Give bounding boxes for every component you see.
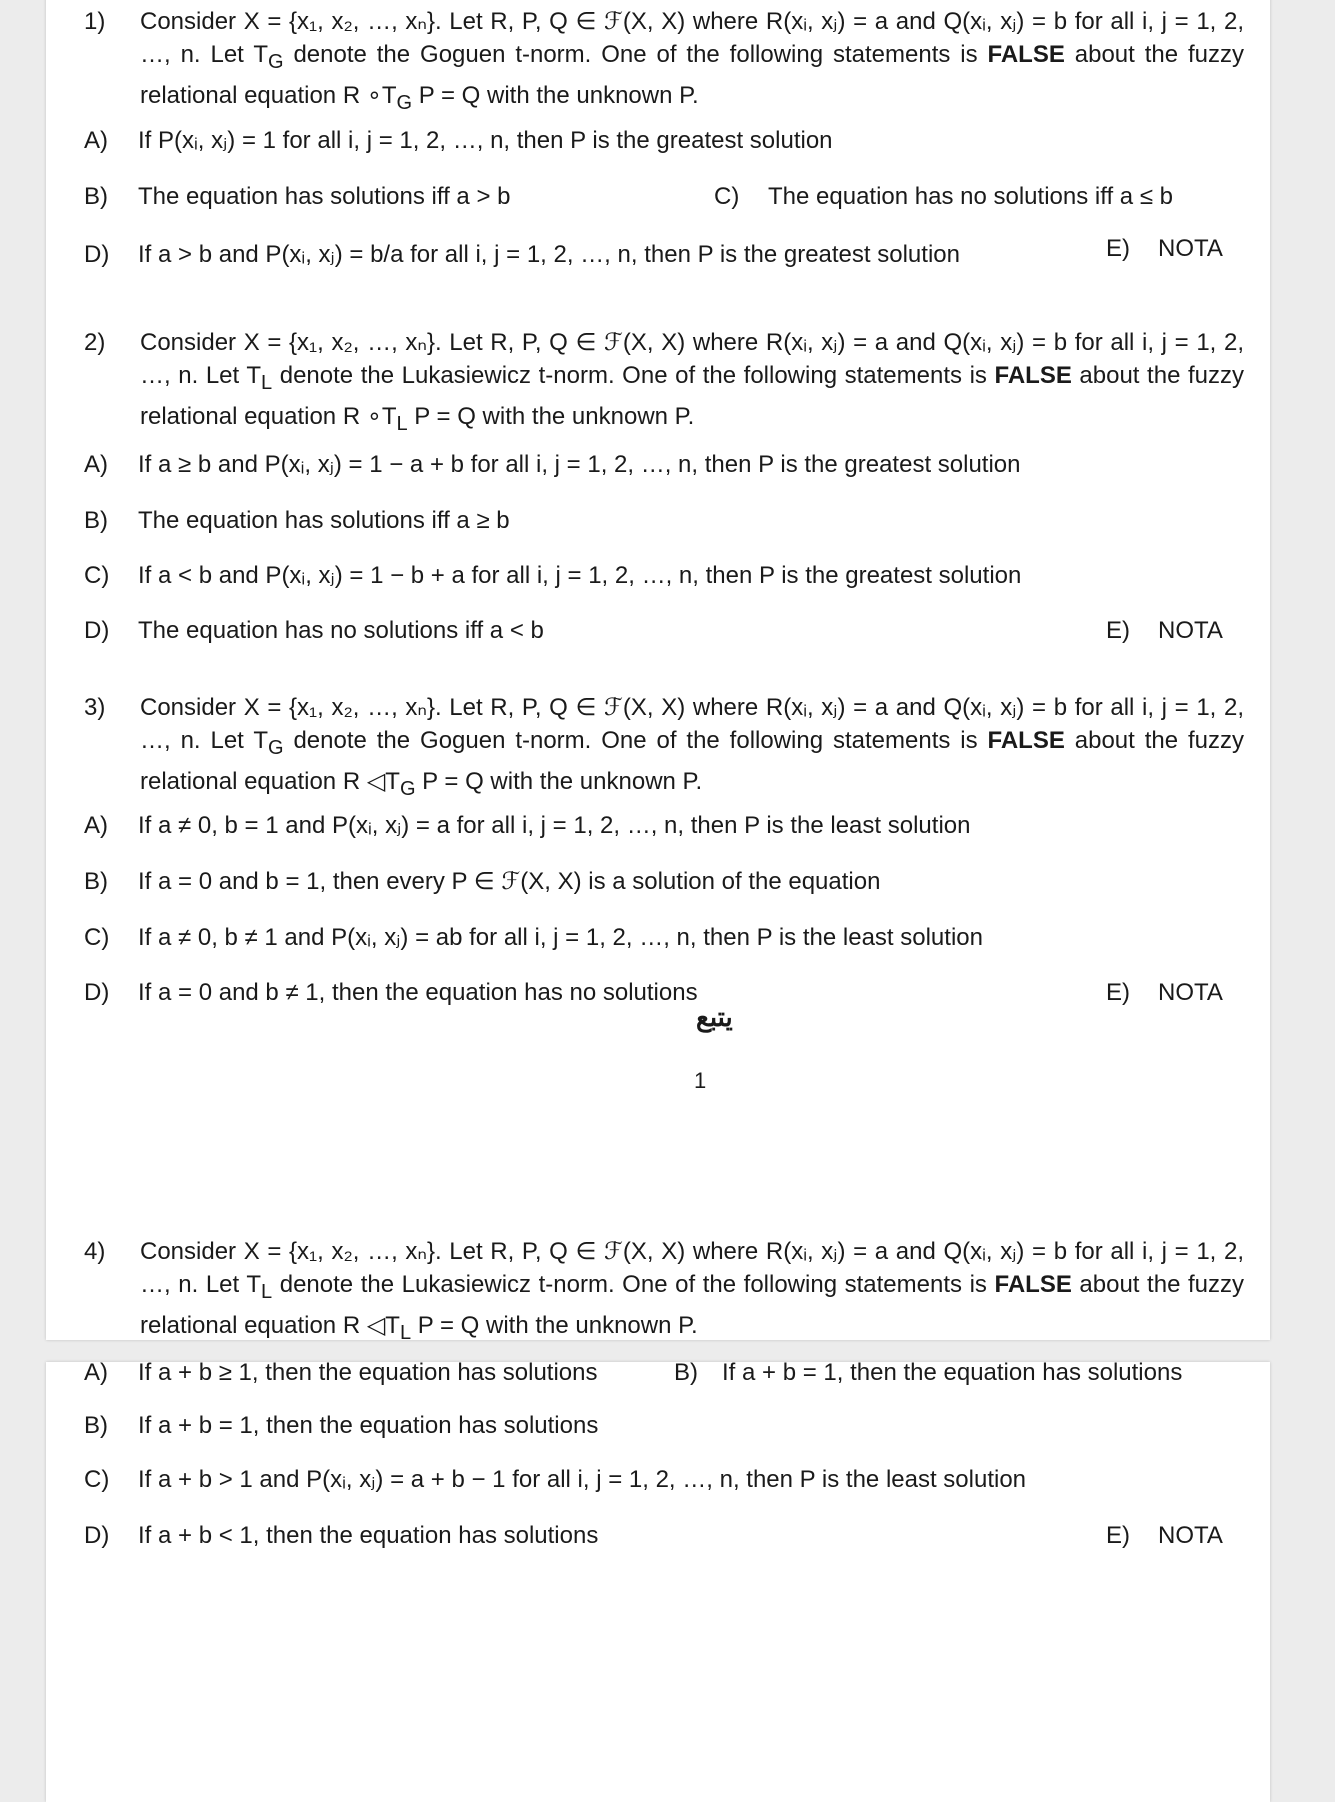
question-stem: Consider X = {x₁, x₂, …, xₙ}. Let R, P, Q ∈ ℱ(X, X) where R(xᵢ, xⱼ) = a and Q(xᵢ, xⱼ) = b for all i, j = 1, 2, …, n. Let $T_G$ denote the Goguen t-norm. One of the following statements is FALSE about the fuzzy relational equation R $\circ T_G$ P = Q with the unknown P. [140, 8, 1244, 114]
option-2a[interactable]: A) If a ≥ b and P(xᵢ, xⱼ) = 1 − a + b for all i, j = 1, 2, …, n, then P is the greatest solution [84, 451, 1021, 478]
option-3b[interactable]: B) If a = 0 and b = 1, then every P ∈ ℱ(X, X) is a solution of the equation [84, 868, 881, 895]
question-stem: Consider X = {x₁, x₂, …, xₙ}. Let R, P, Q ∈ ℱ(X, X) where R(xᵢ, xⱼ) = a and Q(xᵢ, xⱼ) = b for all i, j = 1, 2, …, n. Let $T_G$ denote the Goguen t-norm. One of the following statements is FALSE about the fuzzy relational equation R $◁T_G$ P = Q with the unknown P. [140, 694, 1244, 800]
question-number: 3) [84, 694, 106, 721]
question-number: 1) [84, 8, 106, 35]
option-1b[interactable]: B) The equation has solutions iff a > b [84, 183, 511, 210]
option-4d[interactable]: D) If a + b < 1, then the equation has solutions [84, 1522, 599, 1549]
option-4c[interactable]: C) If a + b > 1 and P(xᵢ, xⱼ) = a + b − 1 for all i, j = 1, 2, …, n, then P is the least solution [84, 1466, 1027, 1493]
question-number: 2) [84, 329, 106, 356]
option-2b[interactable]: B) The equation has solutions iff a ≥ b [84, 507, 510, 534]
option-4e[interactable]: E) NOTA [1106, 1522, 1223, 1549]
option-1a[interactable]: A) If P(xᵢ, xⱼ) = 1 for all i, j = 1, 2, …, n, then P is the greatest solution [84, 127, 833, 154]
option-4b[interactable]: B) If a + b = 1, then the equation has solutions [84, 1412, 599, 1439]
continue-label: يتبع [696, 1002, 733, 1032]
option-1e[interactable]: E) NOTA [1106, 235, 1223, 262]
option-2c[interactable]: C) If a < b and P(xᵢ, xⱼ) = 1 − b + a for all i, j = 1, 2, …, n, then P is the greatest solution [84, 562, 1022, 589]
option-3d[interactable]: D) If a = 0 and b ≠ 1, then the equation has no solutions [84, 979, 698, 1006]
option-2d[interactable]: D) The equation has no solutions iff a < b [84, 617, 544, 644]
option-1d[interactable]: D) If a > b and P(xᵢ, xⱼ) = b/a for all i, j = 1, 2, …, n, then P is the greatest solution [84, 241, 960, 268]
question-number: 4) [84, 1238, 106, 1265]
question-stem: Consider X = {x₁, x₂, …, xₙ}. Let R, P, Q ∈ ℱ(X, X) where R(xᵢ, xⱼ) = a and Q(xᵢ, xⱼ) = b for all i, j = 1, 2, …, n. Let $T_L$ denote the Lukasiewicz t-norm. One of the following statements is FALSE about the fuzzy relational equation R $◁T_L$ P = Q with the unknown P. [140, 1238, 1245, 1344]
option-3e[interactable]: E) NOTA [1106, 979, 1223, 1006]
page-1 [46, 0, 1270, 1340]
option-2e[interactable]: E) NOTA [1106, 617, 1223, 644]
option-3a[interactable]: A) If a ≠ 0, b = 1 and P(xᵢ, xⱼ) = a for all i, j = 1, 2, …, n, then P is the least solution [84, 812, 971, 839]
option-4b-inline[interactable]: B) If a + b = 1, then the equation has solutions [674, 1359, 1183, 1386]
option-4a[interactable]: A) If a + b ≥ 1, then the equation has solutions [84, 1359, 598, 1386]
page-number: 1 [694, 1068, 707, 1093]
option-3c[interactable]: C) If a ≠ 0, b ≠ 1 and P(xᵢ, xⱼ) = ab for all i, j = 1, 2, …, n, then P is the least solution [84, 924, 983, 951]
page-2 [46, 1238, 1270, 1802]
question-stem: Consider X = {x₁, x₂, …, xₙ}. Let R, P, Q ∈ ℱ(X, X) where R(xᵢ, xⱼ) = a and Q(xᵢ, xⱼ) = b for all i, j = 1, 2, …, n. Let $T_L$ denote the Lukasiewicz t-norm. One of the following statements is FALSE about the fuzzy relational equation R $\circ T_L$ P = Q with the unknown P. [140, 329, 1245, 435]
option-1c[interactable]: C) The equation has no solutions iff a ≤ b [714, 183, 1173, 210]
